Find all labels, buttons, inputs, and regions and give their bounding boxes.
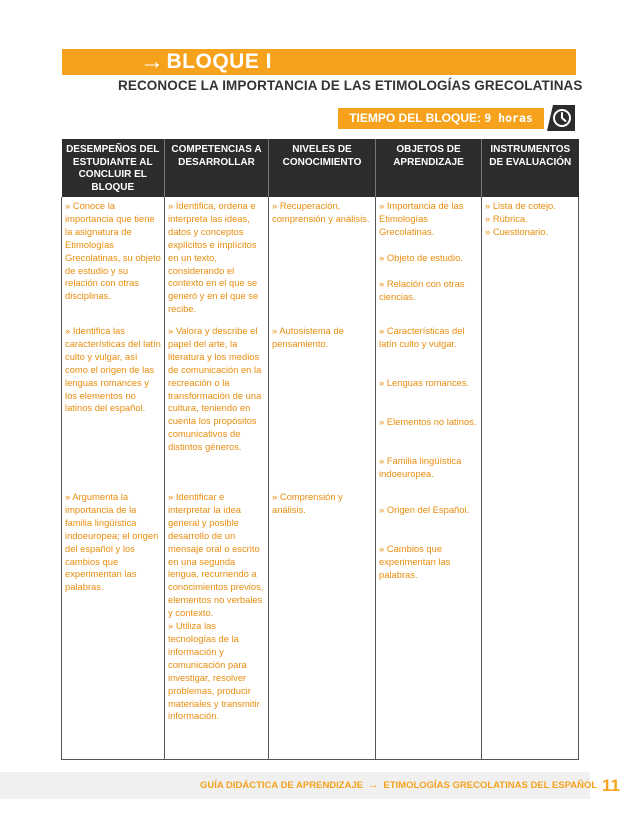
footer-subject-text: ETIMOLOGÍAS GRECOLATINAS DEL ESPAÑOL: [383, 780, 598, 791]
bloque-title-text: BLOQUE I: [166, 50, 273, 73]
list-item: » Rúbrica.: [485, 212, 528, 224]
arrow-right-icon: →: [140, 48, 165, 75]
list-item: » Autosistema de pensamiento.: [272, 325, 344, 349]
list-item: » Origen del Español.: [379, 504, 470, 515]
tiempo-label: TIEMPO DEL BLOQUE:: [349, 111, 485, 125]
cell-competencias: [165, 491, 269, 759]
list-item: » Lista de cotejo.: [485, 200, 556, 211]
page-number: 11: [602, 776, 620, 795]
bloque-title: [140, 49, 272, 75]
cell-desempenos: [62, 325, 165, 491]
cell-desempenos: [62, 491, 165, 759]
cell-objetos: [376, 325, 482, 491]
header-competencias: COMPETENCIAS A DESARROLLAR: [165, 139, 269, 197]
list-item: » Familia lingüística indoeuropea.: [379, 454, 462, 479]
cell-instrumentos: [482, 491, 579, 759]
arrow-right-icon: →: [367, 779, 379, 791]
list-item: » Características del latín culto y vulgar.: [379, 325, 465, 349]
list-item: » Identificar e interpretar la idea general y posible desarrollo de un mensaje oral o escrito en una segunda lengua, recurriendo a conocimientos previos, elementos no verbales y contexto.: [168, 491, 264, 619]
list-item: » Utiliza las tecnologías de la información y comunicación para investigar, resolver problemas, producir materiales y transmitir información.: [168, 620, 260, 722]
list-item: » Identifica las características del latín culto y vulgar, así como el origen de las lenguas romances y los elementos no latinos del español.: [65, 325, 161, 414]
cell-objetos: [376, 491, 482, 759]
bloque-table: [61, 139, 579, 760]
list-item: » Comprensión y análisis.: [272, 491, 343, 515]
list-item: » Conoce la importancia que tiene la asignatura de Etimologías Grecolatinas, su objeto de estudio y su relación con otras disciplinas.: [65, 200, 161, 302]
cell-instrumentos: [482, 197, 579, 325]
cell-competencias: [165, 325, 269, 491]
list-item: » Importancia de las Etimologías Grecolatinas.: [379, 200, 464, 237]
cell-niveles: [269, 197, 376, 325]
table-header-row: [62, 139, 579, 197]
list-item: » Relación con otras ciencias.: [379, 277, 465, 302]
list-item: » Cambios que experimentan las palabras.: [379, 542, 451, 580]
list-item: » Recuperación, comprensión y análisis.: [272, 200, 370, 224]
list-item: » Objeto de estudio.: [379, 251, 463, 263]
cell-desempenos: [62, 197, 165, 325]
footer-text: [200, 779, 597, 791]
header-objetos: OBJETOS DE APRENDIZAJE: [376, 139, 482, 197]
list-item: » Elementos no latinos.: [379, 415, 477, 427]
clock-icon: [547, 105, 575, 131]
cell-competencias: [165, 197, 269, 325]
cell-objetos: [376, 197, 482, 325]
tiempo-badge: [338, 108, 544, 129]
list-item: » Valora y describe el papel del arte, la literatura y los medios de comunicación en la recreación o la transformación de una cultura, teniendo en cuenta los propósitos comunicativos de distintos géneros.: [168, 325, 262, 453]
cell-niveles: [269, 491, 376, 759]
table-row: [62, 491, 579, 759]
list-item: » Argumenta la importancia de la familia lingüística indoeuropea; el origen del español y los cambios que experimentan las palabras.: [65, 491, 159, 593]
header-desempenos: DESEMPEÑOS DEL ESTUDIANTE AL CONCLUIR EL BLOQUE: [62, 139, 165, 197]
list-item: » Lenguas romances.: [379, 376, 470, 388]
footer-guide-text: GUÍA DIDÁCTICA DE APRENDIZAJE: [200, 780, 364, 791]
table-row: [62, 325, 579, 491]
cell-niveles: [269, 325, 376, 491]
table-row: [62, 197, 579, 325]
list-item: » Cuestionario.: [485, 225, 549, 237]
list-item: » Identifica, ordena e interpreta las ideas, datos y conceptos explícitos e implícitos en un texto, considerando el contexto en el que se generó y en el que se recibe.: [168, 200, 259, 315]
page-subtitle: RECONOCE LA IMPORTANCIA DE LAS ETIMOLOGÍAS GRECOLATINAS: [118, 78, 583, 93]
tiempo-value: 9 horas: [484, 111, 533, 125]
cell-instrumentos: [482, 325, 579, 491]
header-instrumentos: INSTRUMENTOS DE EVALUACIÓN: [482, 139, 579, 197]
header-niveles: NIVELES DE CONOCIMIENTO: [269, 139, 376, 197]
